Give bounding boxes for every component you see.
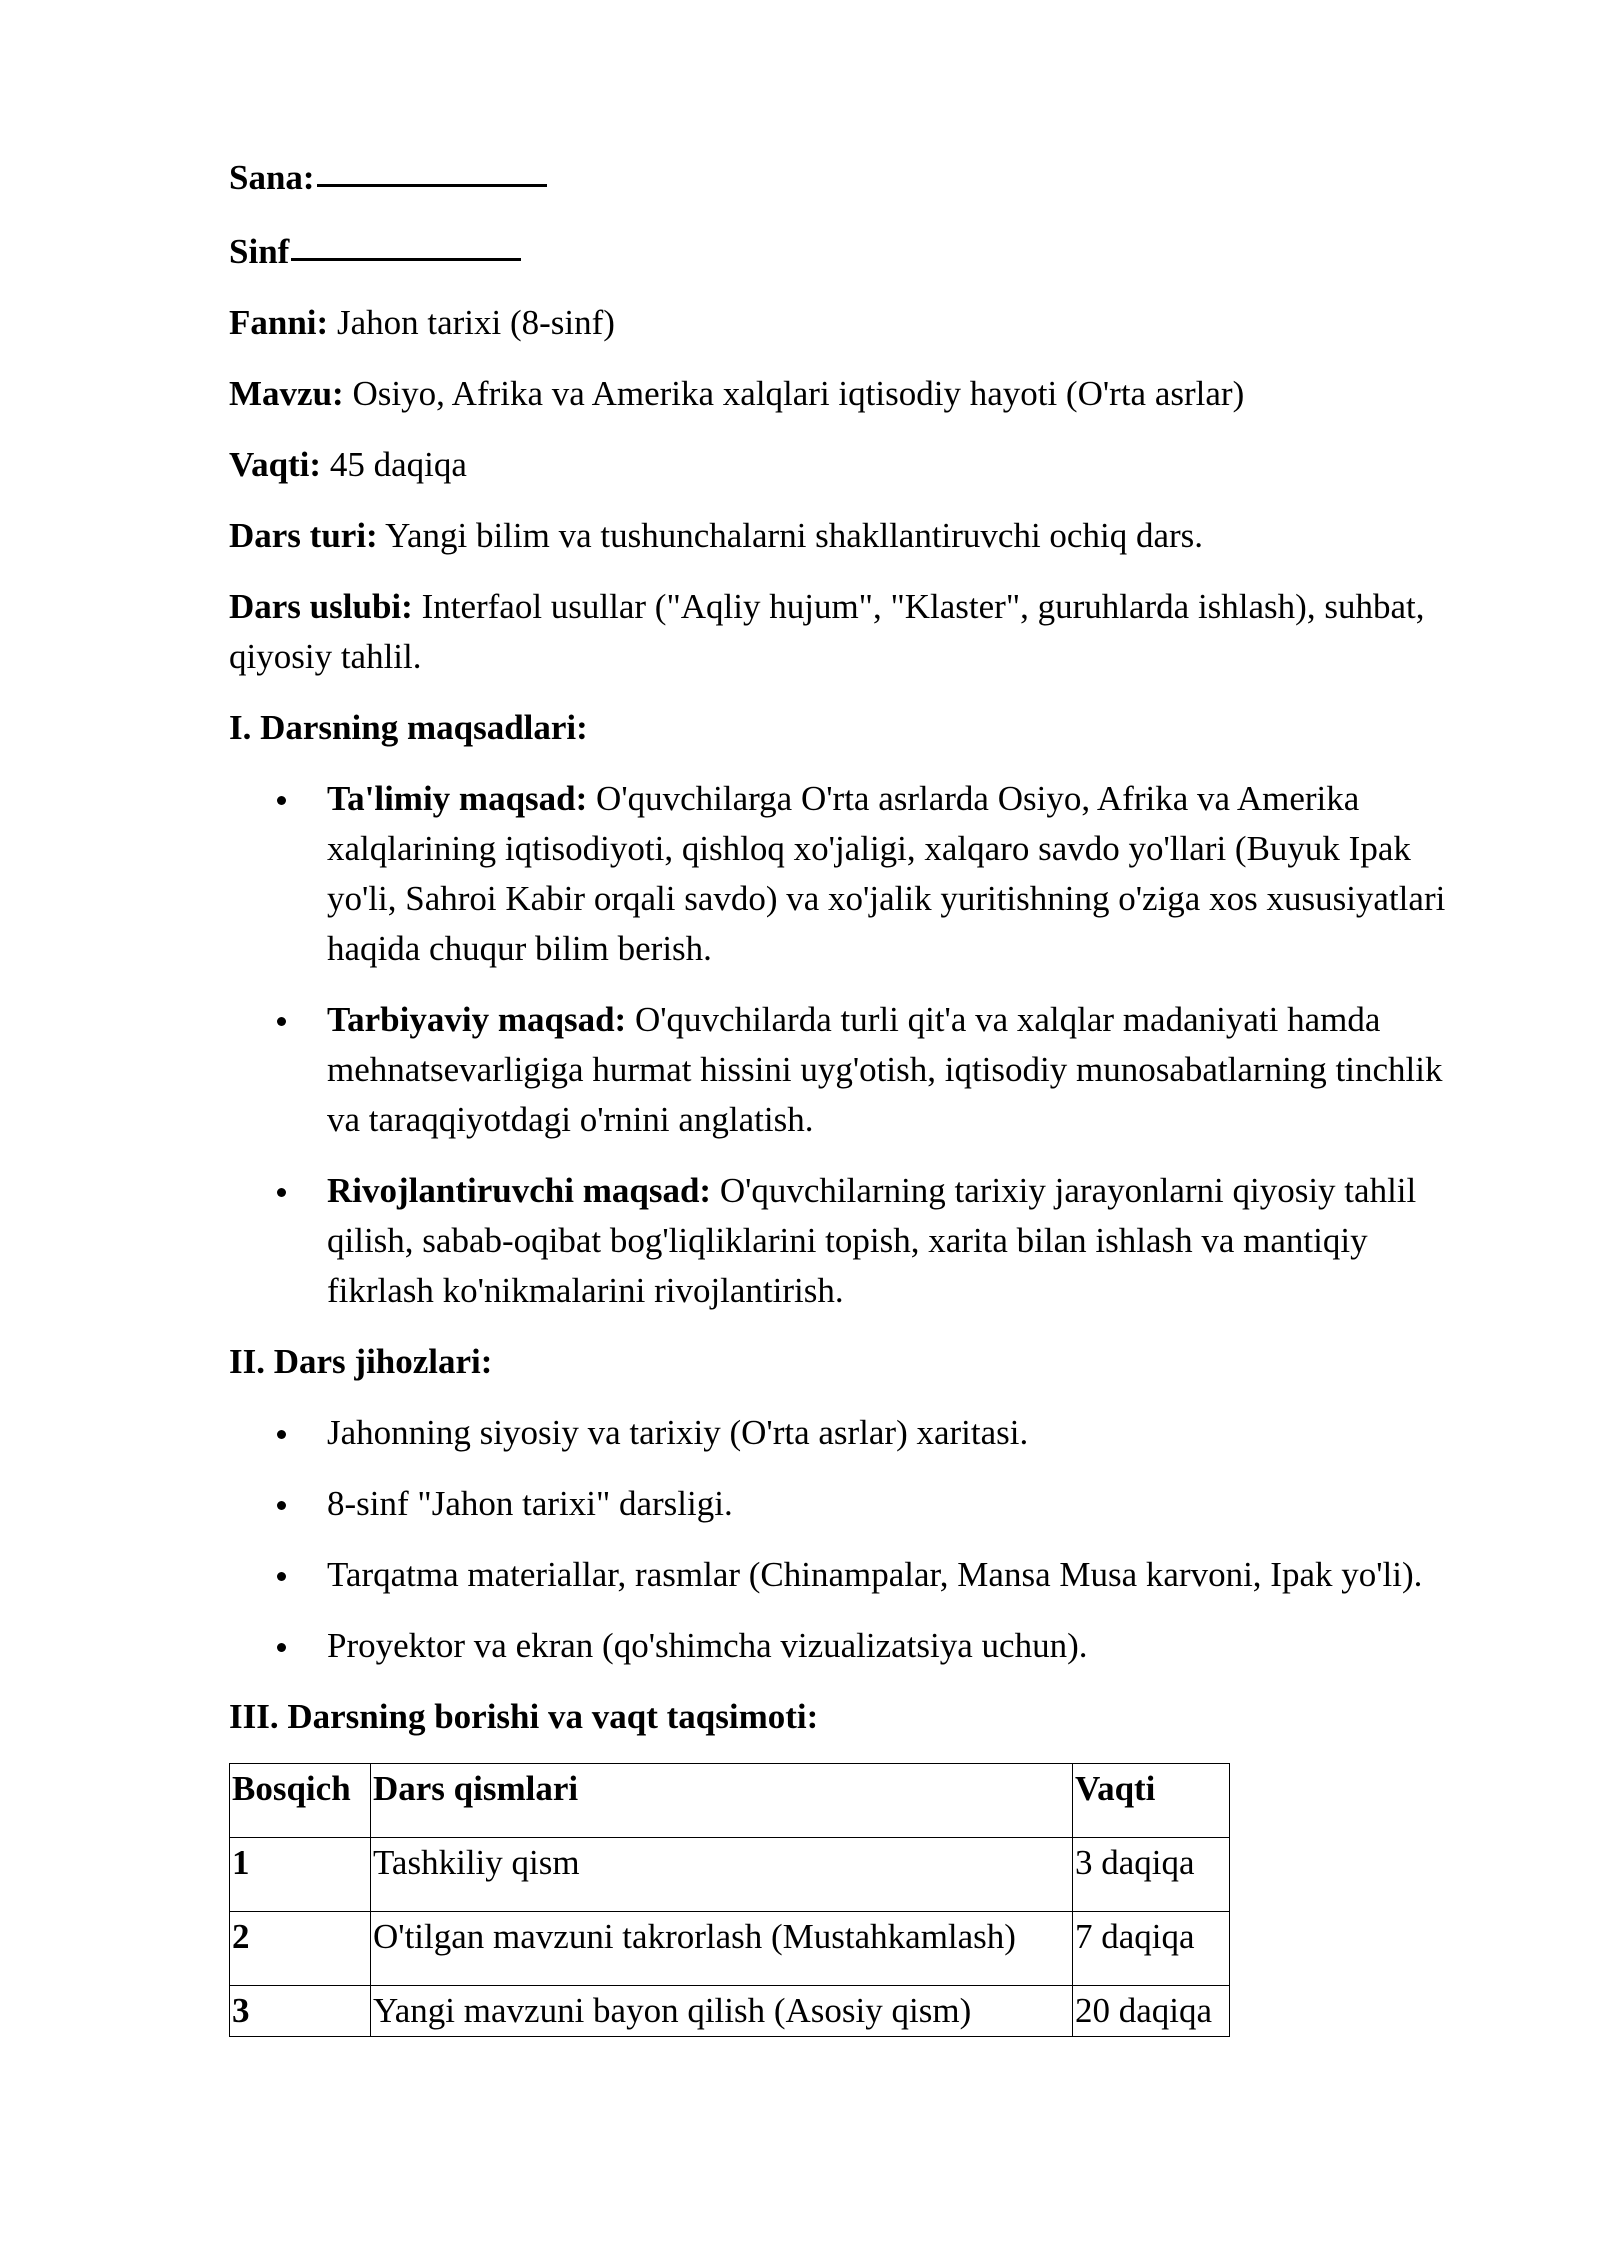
list-item (229, 1479, 1479, 1529)
table-cell-time: 20 daqiqa (1073, 1986, 1230, 2037)
table-header-row (230, 1764, 1230, 1838)
sinf-line (229, 224, 1479, 277)
table-row (230, 1912, 1230, 1986)
goal-text: O'quvchilarning tarixiy jarayonlarni qiyosiy tahlil qilish, sabab-oqibat bog'liqliklarini topish, xarita bilan ishlash va mantiqiy fikrlash ko'nikmalarini rivojlantirish. (327, 1171, 1417, 1310)
dars-uslubi-label: Dars uslubi: (229, 587, 413, 626)
bullet-icon (277, 1430, 286, 1439)
sana-line (229, 150, 1479, 203)
list-item (229, 1166, 1479, 1316)
table-cell-part: O'tilgan mavzuni takrorlash (Mustahkamlash) (371, 1912, 1073, 1986)
equipment-text: 8-sinf "Jahon tarixi" darsligi. (327, 1484, 733, 1523)
table-cell-stage: 2 (230, 1912, 371, 1986)
equipment-text: Proyektor va ekran (qo'shimcha vizualizatsiya uchun). (327, 1626, 1088, 1665)
goal-label: Rivojlantiruvchi maqsad: (327, 1171, 712, 1210)
vaqti-value: 45 daqiqa (321, 445, 467, 484)
goal-label: Ta'limiy maqsad: (327, 779, 588, 818)
bullet-icon (277, 1017, 286, 1026)
vaqti-line (229, 440, 1479, 490)
vaqti-label: Vaqti: (229, 445, 322, 484)
goals-list (229, 774, 1479, 1316)
table-row (230, 1838, 1230, 1912)
goal-text: O'quvchilarga O'rta asrlarda Osiyo, Afrika va Amerika xalqlarining iqtisodiyoti, qishloq xo'jaligi, xalqaro savdo yo'llari (Buyuk Ipak yo'li, Sahroi Kabir orqali savdo) va xo'jalik yuritishning o'ziga xos xususiyatlari haqida chuqur bilim berish. (327, 779, 1446, 968)
bullet-icon (277, 1643, 286, 1652)
header-cell-dars-qismlari: Dars qismlari (371, 1764, 1073, 1838)
list-item (229, 995, 1479, 1145)
schedule-table (229, 1763, 1230, 2037)
table-cell-part: Tashkiliy qism (371, 1838, 1073, 1912)
header-cell-bosqich: Bosqich (230, 1764, 371, 1838)
sinf-label: Sinf (229, 232, 290, 271)
sana-blank (317, 148, 547, 187)
list-item (229, 1550, 1479, 1600)
list-item (229, 774, 1479, 974)
table-cell-stage: 3 (230, 1986, 371, 2037)
list-item (229, 1408, 1479, 1458)
list-item (229, 1621, 1479, 1671)
bullet-icon (277, 1188, 286, 1197)
lesson-plan (229, 150, 1479, 2037)
equipment-list (229, 1408, 1479, 1671)
header-cell-vaqti: Vaqti (1073, 1764, 1230, 1838)
dars-turi-line (229, 511, 1479, 561)
fanni-label: Fanni: (229, 303, 329, 342)
section-goals-title: I. Darsning maqsadlari: (229, 708, 588, 747)
table-cell-time: 3 daqiqa (1073, 1838, 1230, 1912)
dars-uslubi-value: Interfaol usullar ("Aqliy hujum", "Klaster", guruhlarda ishlash), suhbat, qiyosiy tahlil. (229, 587, 1425, 676)
table-cell-part: Yangi mavzuni bayon qilish (Asosiy qism) (371, 1986, 1073, 2037)
mavzu-line (229, 369, 1479, 419)
dars-turi-value: Yangi bilim va tushunchalarni shakllantiruvchi ochiq dars. (377, 516, 1204, 555)
sinf-blank (291, 222, 521, 261)
mavzu-label: Mavzu: (229, 374, 344, 413)
mavzu-value: Osiyo, Afrika va Amerika xalqlari iqtisodiy hayoti (O'rta asrlar) (343, 374, 1245, 413)
equipment-text: Tarqatma materiallar, rasmlar (Chinampalar, Mansa Musa karvoni, Ipak yo'li). (327, 1555, 1423, 1594)
equipment-text: Jahonning siyosiy va tarixiy (O'rta asrlar) xaritasi. (327, 1413, 1029, 1452)
goal-label: Tarbiyaviy maqsad: (327, 1000, 627, 1039)
table-row (230, 1986, 1230, 2037)
table-cell-time: 7 daqiqa (1073, 1912, 1230, 1986)
table-cell-stage: 1 (230, 1838, 371, 1912)
section-schedule-title: III. Darsning borishi va vaqt taqsimoti: (229, 1697, 819, 1736)
dars-turi-label: Dars turi: (229, 516, 378, 555)
sana-label: Sana: (229, 158, 315, 197)
section-equipment-title: II. Dars jihozlari: (229, 1342, 493, 1381)
goal-text: O'quvchilarda turli qit'a va xalqlar madaniyati hamda mehnatsevarligiga hurmat hissini uyg'otish, iqtisodiy munosabatlarning tinchlik va taraqqiyotdagi o'rnini anglatish. (327, 1000, 1443, 1139)
fanni-line (229, 298, 1479, 348)
bullet-icon (277, 796, 286, 805)
bullet-icon (277, 1501, 286, 1510)
dars-uslubi-line (229, 582, 1479, 682)
bullet-icon (277, 1572, 286, 1581)
fanni-value: Jahon tarixi (8-sinf) (328, 303, 615, 342)
